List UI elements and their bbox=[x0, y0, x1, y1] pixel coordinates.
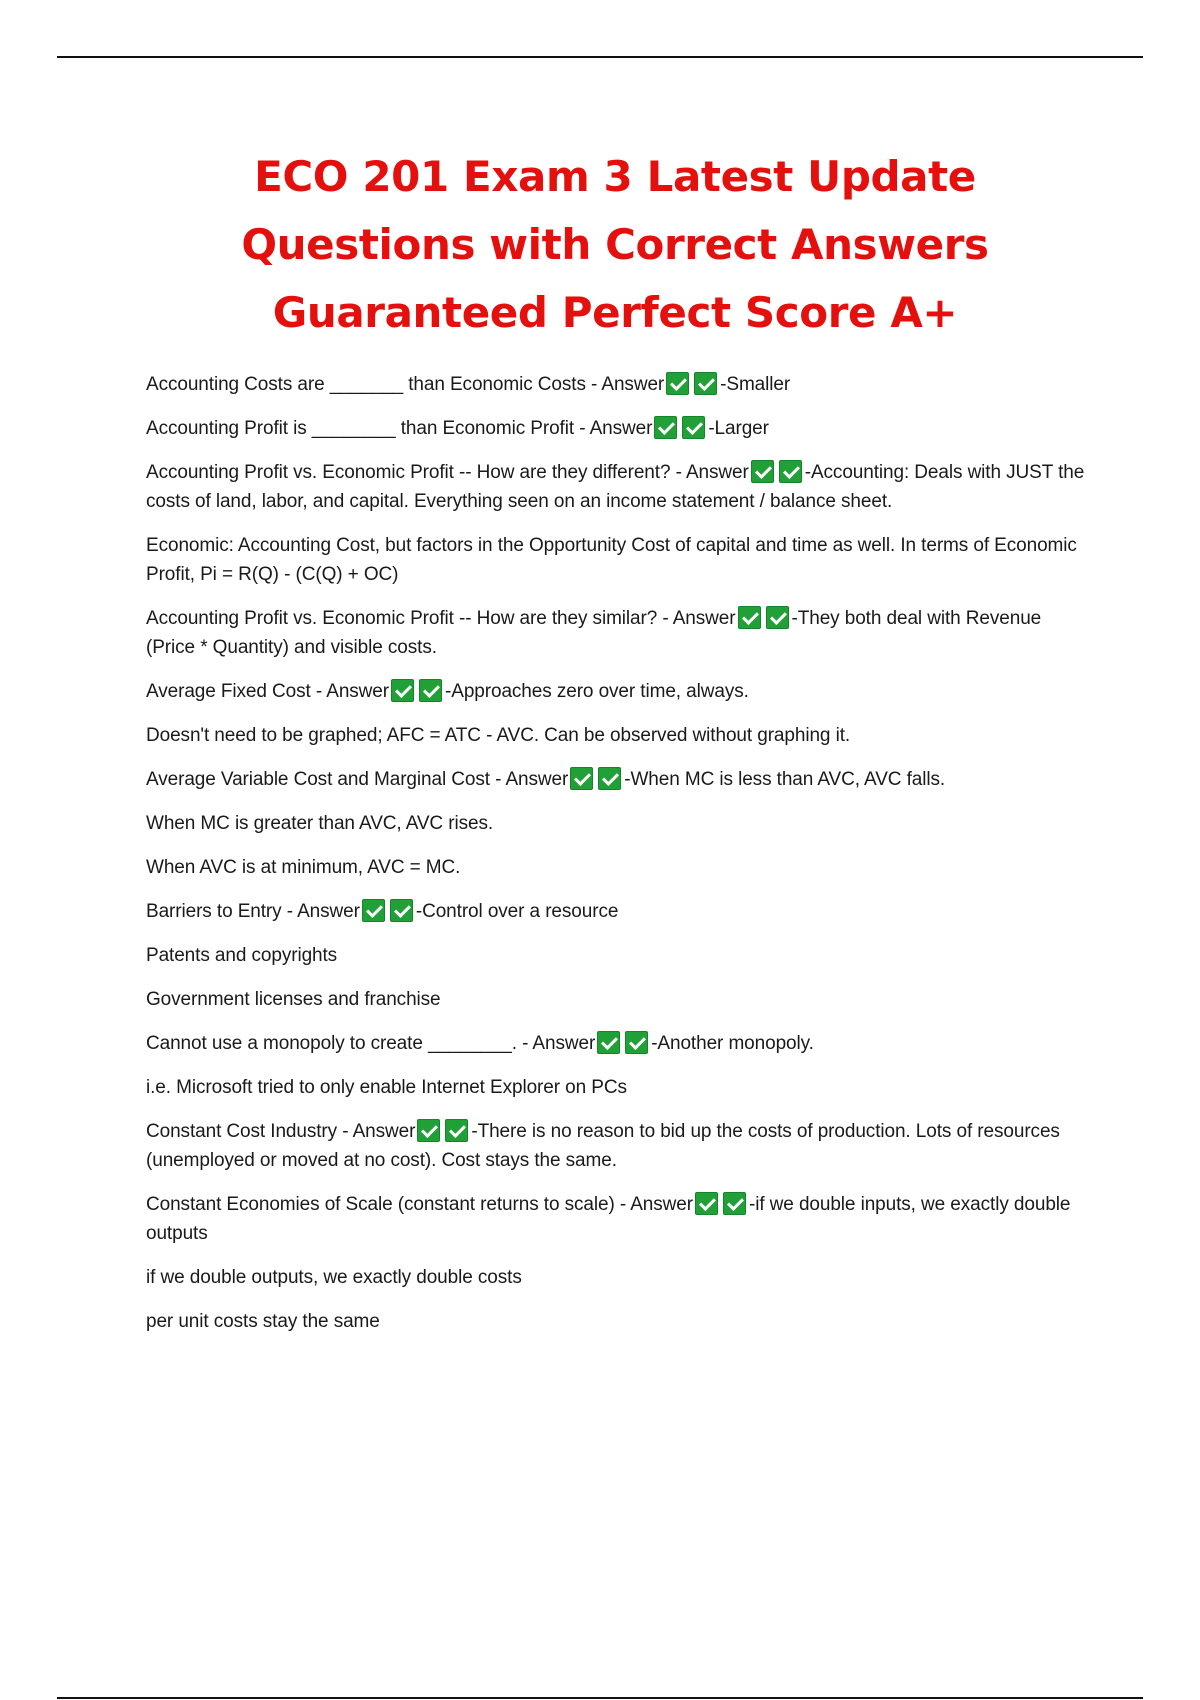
check-mark-button-icon bbox=[417, 1119, 440, 1142]
question-line bbox=[146, 1029, 1086, 1058]
check-mark-button-icon bbox=[723, 1192, 746, 1215]
qa-entry bbox=[146, 677, 1086, 750]
question-text: Accounting Costs are _______ than Economic Costs - Answer bbox=[146, 374, 665, 395]
question-text: Constant Economies of Scale (constant returns to scale) - Answer bbox=[146, 1194, 693, 1215]
answer-text: -Control over a resource bbox=[415, 901, 619, 922]
check-mark-button-icon bbox=[445, 1119, 468, 1142]
answer-continuation: Patents and copyrights bbox=[146, 945, 338, 966]
answer-text: -Accounting: Deals with JUST the costs of land, labor, and capital. Everything seen on an income statement / balance sheet. bbox=[146, 462, 1085, 512]
qa-entry bbox=[146, 1190, 1086, 1336]
qa-entry bbox=[146, 604, 1086, 662]
question-line bbox=[146, 458, 1086, 516]
question-text: Average Variable Cost and Marginal Cost - Answer bbox=[146, 769, 569, 790]
check-mark-button-icon bbox=[695, 1192, 718, 1215]
answer-text: -Approaches zero over time, always. bbox=[445, 681, 749, 702]
question-line bbox=[146, 414, 1086, 443]
answer-continuation: per unit costs stay the same bbox=[146, 1311, 380, 1332]
question-line bbox=[146, 1190, 1086, 1248]
question-text: Barriers to Entry - Answer bbox=[146, 901, 360, 922]
question-line bbox=[146, 765, 1086, 794]
question-line bbox=[146, 604, 1086, 662]
question-text: Accounting Profit vs. Economic Profit -- How are they different? - Answer bbox=[146, 462, 749, 483]
answer-continuation: Economic: Accounting Cost, but factors in the Opportunity Cost of capital and time as well. In terms of Economic Profit, Pi = R(Q) - (C(Q) + OC) bbox=[146, 535, 1077, 585]
question-text: Average Fixed Cost - Answer bbox=[146, 681, 390, 702]
check-mark-button-icon bbox=[390, 899, 413, 922]
question-text: Constant Cost Industry - Answer bbox=[146, 1121, 416, 1142]
answer-text: -Smaller bbox=[720, 374, 791, 395]
answer-text: -They both deal with Revenue (Price * Quantity) and visible costs. bbox=[146, 608, 1042, 658]
check-mark-button-icon bbox=[666, 372, 689, 395]
footer-rule bbox=[57, 1697, 1143, 1699]
check-mark-button-icon bbox=[779, 460, 802, 483]
qa-entry bbox=[146, 1117, 1086, 1175]
check-mark-button-icon bbox=[362, 899, 385, 922]
qa-entry bbox=[146, 1029, 1086, 1102]
answer-continuation: i.e. Microsoft tried to only enable Internet Explorer on PCs bbox=[146, 1077, 627, 1098]
check-mark-button-icon bbox=[751, 460, 774, 483]
answer-continuation: When MC is greater than AVC, AVC rises. bbox=[146, 813, 494, 834]
header-rule bbox=[57, 56, 1143, 58]
check-mark-button-icon bbox=[419, 679, 442, 702]
qa-entry bbox=[146, 897, 1086, 1014]
check-mark-button-icon bbox=[597, 1031, 620, 1054]
check-mark-button-icon bbox=[598, 767, 621, 790]
answer-text: -if we double inputs, we exactly double outputs bbox=[146, 1194, 1071, 1244]
question-text: Accounting Profit is ________ than Economic Profit - Answer bbox=[146, 418, 653, 439]
check-mark-button-icon bbox=[391, 679, 414, 702]
qa-entry bbox=[146, 414, 1086, 443]
question-text: Cannot use a monopoly to create ________. - Answer bbox=[146, 1033, 596, 1054]
question-line bbox=[146, 370, 1086, 399]
check-mark-button-icon bbox=[654, 416, 677, 439]
question-line bbox=[146, 897, 1086, 926]
check-mark-button-icon bbox=[694, 372, 717, 395]
check-mark-button-icon bbox=[570, 767, 593, 790]
answer-continuation: Government licenses and franchise bbox=[146, 989, 441, 1010]
question-text: Accounting Profit vs. Economic Profit -- How are they similar? - Answer bbox=[146, 608, 736, 629]
check-mark-button-icon bbox=[766, 606, 789, 629]
qa-entry bbox=[146, 458, 1086, 589]
check-mark-button-icon bbox=[625, 1031, 648, 1054]
check-mark-button-icon bbox=[682, 416, 705, 439]
answer-continuation: When AVC is at minimum, AVC = MC. bbox=[146, 857, 461, 878]
check-mark-button-icon bbox=[738, 606, 761, 629]
qa-list bbox=[146, 370, 1086, 1351]
answer-text: -There is no reason to bid up the costs of production. Lots of resources (unemployed or moved at no cost). Cost stays the same. bbox=[146, 1121, 1060, 1171]
document-title: ECO 201 Exam 3 Latest Update Questions with Correct Answers Guaranteed Perfect Score A+ bbox=[241, 152, 989, 337]
qa-entry bbox=[146, 765, 1086, 882]
qa-entry bbox=[146, 370, 1086, 399]
answer-text: -Another monopoly. bbox=[651, 1033, 814, 1054]
answer-text: -Larger bbox=[708, 418, 769, 439]
answer-continuation: if we double outputs, we exactly double costs bbox=[146, 1267, 522, 1288]
question-line bbox=[146, 677, 1086, 706]
question-line bbox=[146, 1117, 1086, 1175]
answer-text: -When MC is less than AVC, AVC falls. bbox=[624, 769, 946, 790]
answer-continuation: Doesn't need to be graphed; AFC = ATC - AVC. Can be observed without graphing it. bbox=[146, 725, 851, 746]
